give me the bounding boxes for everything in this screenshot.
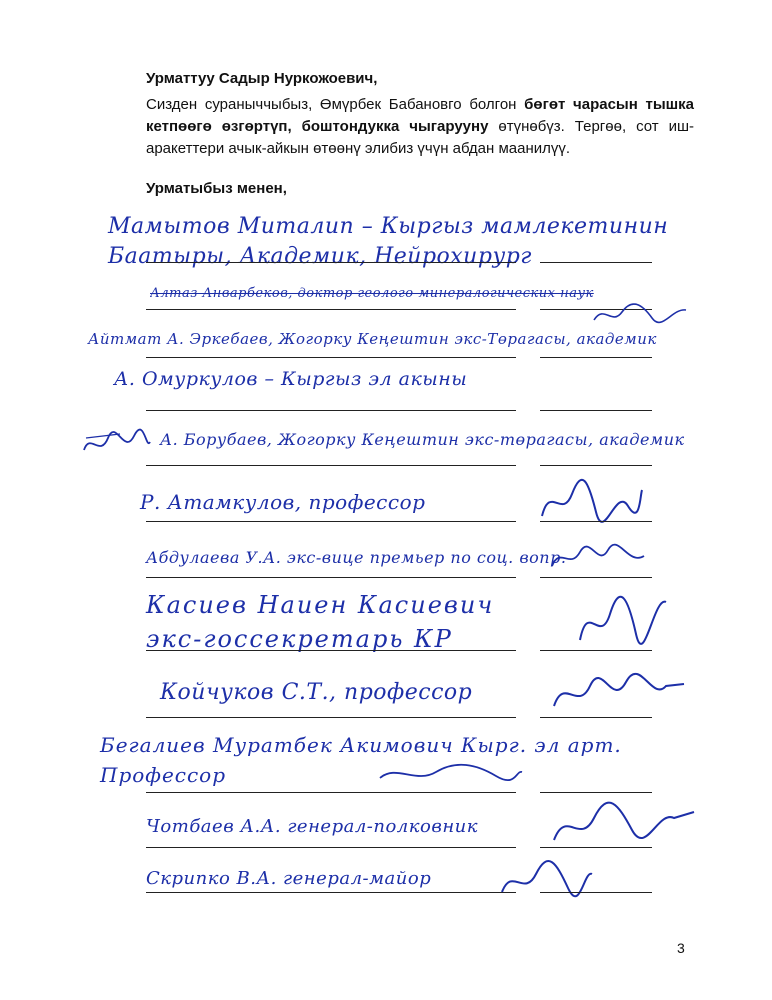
handwritten-signatory-name: Чотбаев А.А. генерал-полковник bbox=[146, 816, 479, 837]
signature-line bbox=[540, 892, 652, 893]
handwritten-signatory-name: Койчуков С.Т., профессор bbox=[160, 680, 473, 705]
handwritten-signatory-name: Бегалиев Муратбек Акимович Кырг. эл арт. Профессор bbox=[100, 733, 622, 787]
signature-line bbox=[146, 521, 516, 522]
signature-line bbox=[540, 410, 652, 411]
signature-line bbox=[540, 262, 652, 263]
letter-body bbox=[146, 94, 694, 160]
signature-line bbox=[146, 717, 516, 718]
handwritten-signatory-name: А. Омуркулов – Кыргыз эл акыны bbox=[114, 368, 468, 390]
signature-line bbox=[540, 847, 652, 848]
handwritten-signature-mark bbox=[548, 800, 698, 850]
letter-closing: Урматыбыз менен, bbox=[146, 180, 287, 197]
signature-line bbox=[146, 650, 516, 651]
letter-greeting: Урматтуу Садыр Нуркожоевич, bbox=[146, 70, 378, 87]
signature-line bbox=[146, 792, 516, 793]
handwritten-signature-mark bbox=[80, 428, 152, 460]
signature-line bbox=[540, 650, 652, 651]
signature-line bbox=[146, 357, 516, 358]
handwritten-signatory-name: А. Борубаев, Жогорку Кеңештин экс-төрагасы, академик bbox=[160, 430, 685, 449]
handwritten-signature-mark bbox=[590, 300, 690, 330]
handwritten-signature-mark bbox=[570, 590, 670, 650]
handwritten-signature-mark bbox=[548, 672, 688, 716]
handwritten-signature-mark bbox=[548, 540, 648, 576]
handwritten-signatory-name: Скрипко В.А. генерал-майор bbox=[146, 868, 432, 889]
signature-line bbox=[146, 309, 516, 310]
signature-line bbox=[146, 262, 516, 263]
letter-body-lead: Сизден сураныччыбыз, Өмүрбек Бабановго болгон bbox=[146, 96, 517, 113]
signature-line bbox=[540, 717, 652, 718]
handwritten-signature-mark bbox=[496, 858, 596, 902]
signature-line bbox=[540, 792, 652, 793]
signature-line bbox=[146, 847, 516, 848]
signature-line bbox=[540, 357, 652, 358]
signature-line bbox=[146, 892, 516, 893]
signature-line bbox=[146, 465, 516, 466]
handwritten-signature-mark bbox=[376, 760, 526, 788]
page-number: 3 bbox=[677, 940, 685, 956]
handwritten-signatory-name: Айтмат А. Эркебаев, Жогорку Кеңештин экс-Төрагасы, академик bbox=[88, 330, 657, 348]
signature-line bbox=[146, 410, 516, 411]
signature-line bbox=[540, 577, 652, 578]
letter-body-tail: өтүнөбүз. Тергөө, сот иш-аракеттери ачык-айкын өтөөнү элибиз үчүн абдан маанилүү. bbox=[146, 118, 694, 157]
handwritten-signatory-name: Касиев Наиен Касиевич экс-госсекретарь КР bbox=[146, 591, 495, 653]
handwritten-signatory-name: Р. Атамкулов, профессор bbox=[140, 490, 426, 514]
handwritten-signatory-name-struck: Алтаз Анварбеков, доктор геолого-минералогических наук bbox=[150, 286, 594, 301]
handwritten-signature-mark bbox=[536, 476, 646, 526]
letter-body-bold: бөгөт чарасын тышка кетпөөгө өзгөртүп, боштондукка чыгарууну bbox=[146, 96, 695, 135]
handwritten-signatory-name: Мамытов Миталип – Кыргыз мамлекетинин Баатыры, Академик, Нейрохирург bbox=[108, 214, 669, 269]
signature-line bbox=[540, 521, 652, 522]
signature-line bbox=[540, 465, 652, 466]
handwritten-signatory-name: Абдулаева У.А. экс-вице премьер по соц. вопр. bbox=[146, 548, 567, 567]
signature-line bbox=[146, 577, 516, 578]
